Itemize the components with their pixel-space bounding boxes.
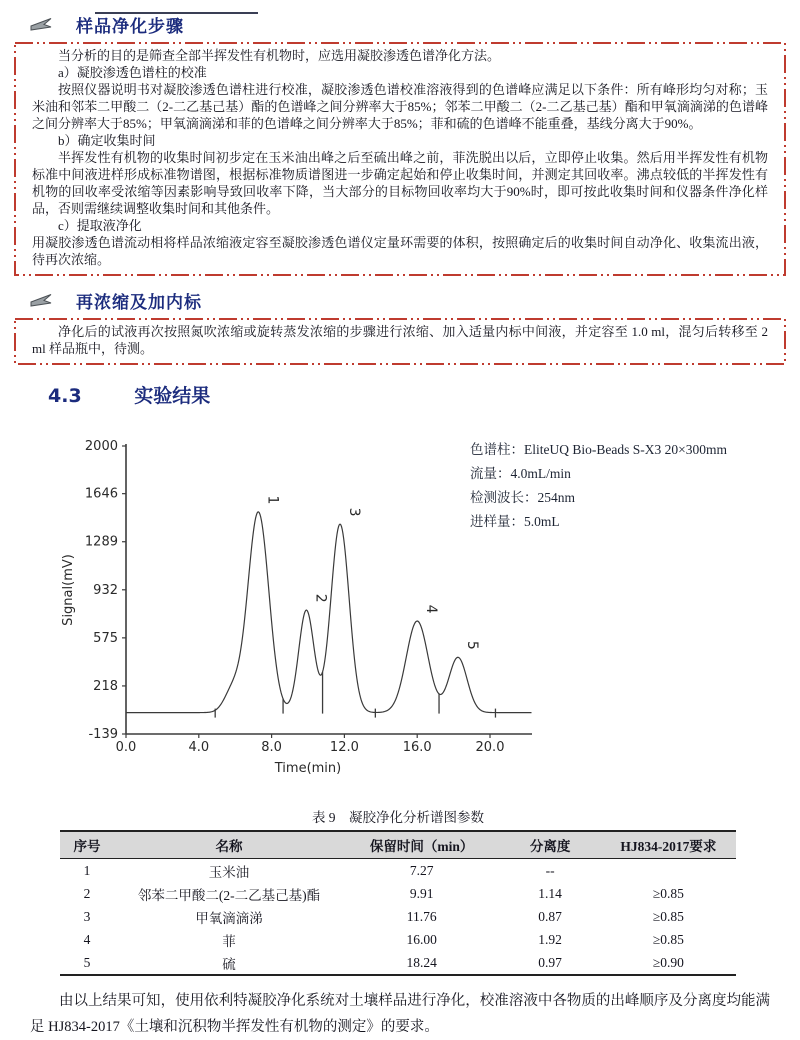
- table-cell: 菲: [222, 933, 236, 949]
- arrow-marker-icon: [30, 17, 54, 32]
- table-header-cell: 保留时间（min）: [369, 839, 474, 854]
- table-header-cell: 分离度: [529, 839, 571, 854]
- paragraph: 半挥发性有机物的收集时间初步定在玉米油出峰之后至硫出峰之前，菲洗脱出以后，立即停止收集。然后用半挥发性有机物标准中间液进样形成标准物谱图，根据标准物质谱图进一步确定起始和停止收集时间，并测定其回收率。沸点较低的半挥发性有机物的回收率受浓缩等因素影响导致回收率下降，当大部分的目标物回收率均大于90%时，即可按此收集时间和仪器条件净化样品，否则需继续调整收集时间和其他条件。: [32, 150, 768, 216]
- table-cell: 0.97: [538, 954, 562, 970]
- y-tick-label: 2000: [84, 439, 118, 454]
- section-header-purification: [30, 12, 800, 37]
- table-cell: 2: [83, 885, 91, 901]
- table-cell: [601, 859, 736, 883]
- table-cell: 1: [83, 862, 91, 878]
- condition-column: 色谱柱：EliteUQ Bio-Beads S-X3 20×300mm: [470, 442, 727, 457]
- table-cell: ≥0.85: [652, 931, 684, 947]
- table-cell: 11.76: [406, 908, 437, 924]
- x-axis-title: Time(min): [274, 761, 342, 776]
- peak-label-1: 1: [264, 495, 281, 505]
- table-cell: 3: [83, 908, 91, 924]
- paragraph: c）提取液净化: [58, 218, 142, 233]
- table-cell: ≥0.85: [652, 885, 684, 901]
- table-cell: 5: [83, 954, 91, 970]
- y-tick-label: 218: [93, 678, 118, 694]
- table-header-cell: 序号: [73, 839, 101, 854]
- condition-flow: 流量：4.0mL/min: [470, 466, 571, 481]
- paragraph: 净化后的试液再次按照氮吹浓缩或旋转蒸发浓缩的步骤进行浓缩、加入适量内标中间液，并定容至 1.0 ml，混匀后转移至 2 ml 样品瓶中，待测。: [32, 324, 768, 356]
- chromatography-conditions: [470, 438, 727, 534]
- peak-label-2: 2: [312, 593, 329, 603]
- table-cell: 邻苯二甲酸二(2-二乙基己基)酯: [137, 887, 321, 903]
- peak-label-3: 3: [346, 507, 363, 517]
- reconcentration-box: [14, 318, 786, 365]
- section-header-reconcentration: [30, 288, 800, 313]
- paragraph: 按照仪器说明书对凝胶渗透色谱柱进行校准，凝胶渗透色谱校准溶液得到的色谱峰应满足以下条件：所有峰形均匀对称；玉米油和邻苯二甲酸二（2-二乙基己基）酯的色谱峰之间分辨率大于85%；邻苯二甲酸二（2-二乙基己基）酯和甲氧滴滴涕的色谱峰之间分辨率大于85%；甲氧滴滴涕和菲的色谱峰之间分辨率大于85%；菲和硫的色谱峰不能重叠，基线分离大于90%。: [32, 82, 768, 131]
- table-cell: ≥0.85: [652, 908, 684, 924]
- table-cell: 甲氧滴滴涕: [195, 910, 263, 926]
- closing-paragraph: 由以上结果可知，使用依利特凝胶净化系统对土壤样品进行净化，校准溶液中各物质的出峰顺序及分离度均能满足 HJ834-2017《土壤和沉积物半挥发性有机物的测定》的要求。: [30, 993, 770, 1035]
- table-cell: ≥0.90: [652, 954, 684, 970]
- y-tick-label: 1289: [84, 534, 118, 550]
- y-tick-label: 575: [93, 630, 118, 646]
- x-tick-label: 0.0: [115, 740, 137, 755]
- x-tick-label: 16.0: [402, 740, 432, 755]
- table-row: [60, 859, 736, 883]
- table-cell: 18.24: [406, 954, 437, 970]
- section-title-reconcentration: 再浓缩及加内标: [76, 293, 202, 313]
- table-cell: 0.87: [538, 908, 562, 924]
- x-tick-label: 8.0: [261, 740, 282, 755]
- gpc-parameters-table: [60, 830, 736, 976]
- chart-peak-labels: [264, 496, 480, 650]
- table-cell: 7.27: [409, 862, 434, 878]
- table-row: [60, 928, 736, 951]
- table-cell: 1.92: [538, 931, 562, 947]
- condition-wavelength: 检测波长：254nm: [470, 490, 576, 505]
- table-cell: 9.91: [409, 885, 434, 901]
- x-tick-label: 4.0: [188, 740, 210, 755]
- condition-injection: 进样量：5.0mL: [470, 514, 560, 529]
- y-tick-label: 1646: [84, 486, 118, 502]
- table-cell: --: [545, 862, 555, 878]
- table-row: [60, 951, 736, 975]
- paragraph: 用凝胶渗透色谱流动相将样品浓缩液定容至凝胶渗透色谱仪定量环需要的体积，按照确定后的收集时间自动净化、收集流出液，待再次浓缩。: [32, 235, 768, 267]
- y-axis-title: Signal(mV): [61, 554, 76, 626]
- table-cell: 4: [83, 931, 91, 947]
- table-cell: 1.14: [538, 885, 562, 901]
- section-title-purification: 样品净化步骤: [76, 17, 184, 37]
- x-tick-label: 20.0: [475, 740, 505, 755]
- chromatogram-block: [0, 432, 800, 800]
- arrow-marker-icon: [30, 293, 54, 308]
- table-header-row: [60, 831, 736, 859]
- paragraph: a）凝胶渗透色谱柱的校准: [58, 65, 207, 80]
- table-header-cell: 名称: [215, 839, 243, 854]
- document-page: [0, 12, 800, 1040]
- table-caption: 表 9 凝胶净化分析谱图参数: [311, 810, 485, 825]
- peak-label-4: 4: [423, 604, 440, 614]
- page-edge-artifact: [95, 12, 258, 14]
- chart-signal-curve: [126, 512, 532, 713]
- section-number: 4.3: [48, 385, 82, 407]
- table-row: [60, 882, 736, 905]
- x-tick-label: 12.0: [329, 740, 359, 755]
- section-heading-4-3: [48, 381, 800, 408]
- chart-axes: [61, 439, 532, 776]
- y-tick-label: -139: [88, 727, 118, 742]
- table-row: [60, 905, 736, 928]
- chart-integration-marks: [215, 672, 495, 718]
- peak-label-5: 5: [463, 640, 480, 650]
- purification-steps-box: [14, 42, 786, 276]
- table-cell: 硫: [222, 956, 236, 972]
- table-cell: 16.00: [406, 931, 437, 947]
- y-tick-label: 932: [93, 582, 118, 598]
- paragraph: 当分析的目的是筛查全部半挥发性有机物时，应选用凝胶渗透色谱净化方法。: [58, 48, 501, 63]
- section-heading-title: 实验结果: [134, 385, 211, 407]
- table-cell: 玉米油: [208, 864, 250, 880]
- paragraph: b）确定收集时间: [58, 133, 156, 148]
- table-header-cell: HJ834-2017要求: [620, 839, 717, 854]
